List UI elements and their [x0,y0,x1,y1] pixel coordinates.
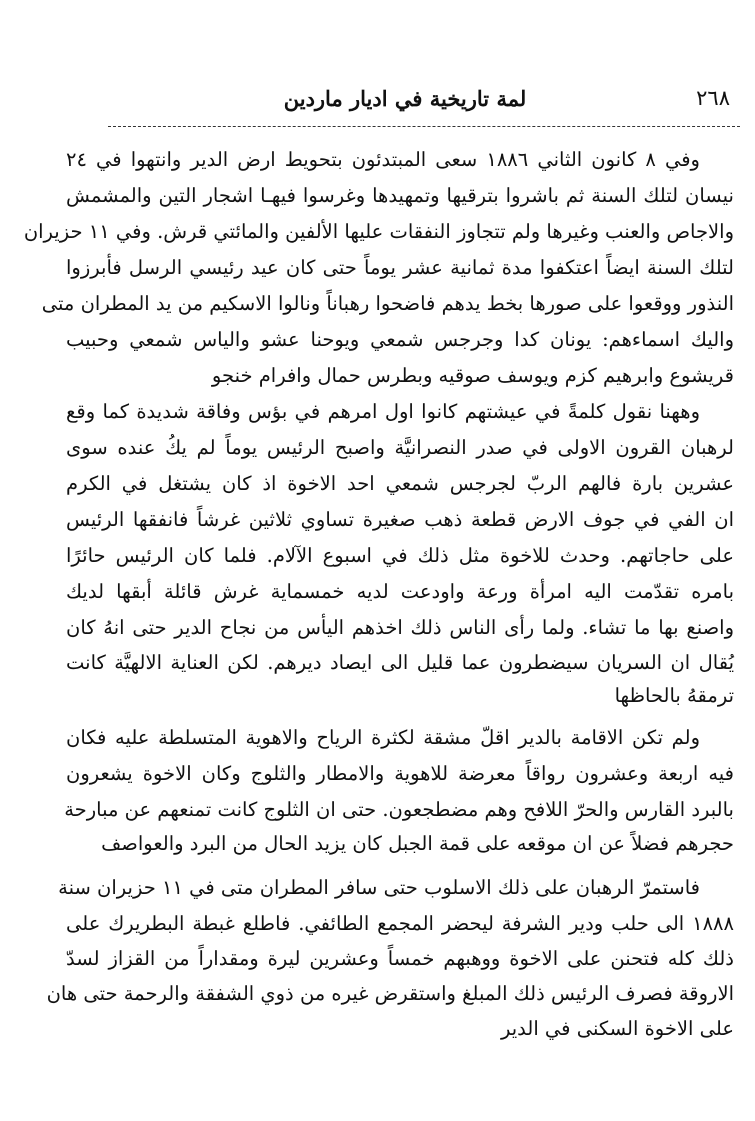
text-line: لرهبان القرون الاولى في صدر النصرانيَّة واصبح الرئيس يوماً لم يكُ عنده سوى [66,436,734,459]
text-line: حجرهم فضلاً عن ان موقعه على قمة الجبل كان يزيد الحال من البرد والعواصف [101,832,734,855]
text-line: واصنع بها ما تشاء. ولما رأى الناس ذلك اخذهم اليأس من نجاح الدير حتى انهُ كان [66,616,734,639]
text-line: ولم تكن الاقامة بالدير اقلّ مشقة لكثرة الرياح والاهوية المتسلطة عليه فكان [66,726,700,749]
text-line: على الاخوة السكنى في الدير [500,1017,734,1040]
text-line: وفي ٨ كانون الثاني ١٨٨٦ سعى المبتدئون بتحويط ارض الدير وانتهوا في ٢٤ [66,148,700,171]
text-line: بامره تقدّمت اليه امرأة ورعة واودعت لديه خمسماية غرش قائلة أبقها لديك [66,580,734,603]
text-line: ١٨٨٨ الى حلب ودير الشرفة ليحضر المجمع الطائفي. فاطلع غبطة البطريرك على [66,912,734,935]
page-number: ٢٦٨ [696,86,730,110]
text-line: على حاجاتهم. وحدث للاخوة مثل ذلك في اسبوع الآلام. فلما كان الرئيس حائرًا [66,544,734,567]
text-line: النذور ووقعوا على صورها بخط يدهم فاضحوا رهباناً ونالوا الاسكيم من يد المطران متى [41,292,734,315]
text-line: واليك اسماءهم: يونان كدا وجرجس شمعي ويوحنا عشو والياس شمعي وحبيب [66,328,734,351]
text-line: الاروقة فصرف الرئيس ذلك المبلغ واستقرض غيره من ذوي الشفقة والرحمة حتى هان [46,982,734,1005]
text-line: وههنا نقول كلمةً في عيشتهم كانوا اول امرهم في بؤس وفاقة شديدة كما وقع [66,400,700,423]
text-line: ترمقهُ بالحاظها [614,684,734,707]
text-line: لتلك السنة ايضاً اعتكفوا مدة ثمانية عشر يوماً حتى كان عيد رئيسي الرسل فأبرزوا [66,256,734,279]
page-header [60,86,750,116]
text-line: قريشوع وابرهيم كزم ويوسف صوقيه وبطرس حمال وافرام خنجو [211,364,734,387]
text-line: بالبرد القارس والحرّ اللافح وهم مضطجعون. حتى ان الثلوج كانت تمنعهم عن مبارحة [64,798,734,821]
text-line: ذلك كله فتحنن على الاخوة ووهبهم خمساً وعشرين ليرة ومقداراً من القزاز لسدّ [66,947,734,970]
text-line: يُقال ان السريان سيضطرون عما قليل الى ايصاد ديرهم. لكن العناية الالهيَّة كانت [66,651,734,674]
text-line: فيه اربعة وعشرون رواقاً معرضة للاهوية والامطار والثلوج وكان الاخوة يشعرون [66,762,734,785]
text-line: نيسان لتلك السنة ثم باشروا بترقيها وتمهيدها وغرسوا فيهـا اشجار التين والمشمش [66,184,734,207]
running-title: لمة تاريخية في اديار ماردين [283,86,527,111]
text-line: فاستمرّ الرهبان على ذلك الاسلوب حتى سافر المطران متى في ١١ حزيران سنة [58,876,700,899]
text-line: عشرين بارة فالهم الربّ لجرجس شمعي احد الاخوة اذ كان يشتغل في الكرم [66,472,734,495]
header-rule [108,126,740,127]
text-line: والاجاص والعنب وغيرها ولم تتجاوز النفقات عليها الألفين والمائتي قرش. وفي ١١ حزيران [23,220,734,243]
text-line: ان الفي في جوف الارض قطعة ذهب صغيرة تساوي ثلاثين غرشاً فانفقها الرئيس [66,508,734,531]
